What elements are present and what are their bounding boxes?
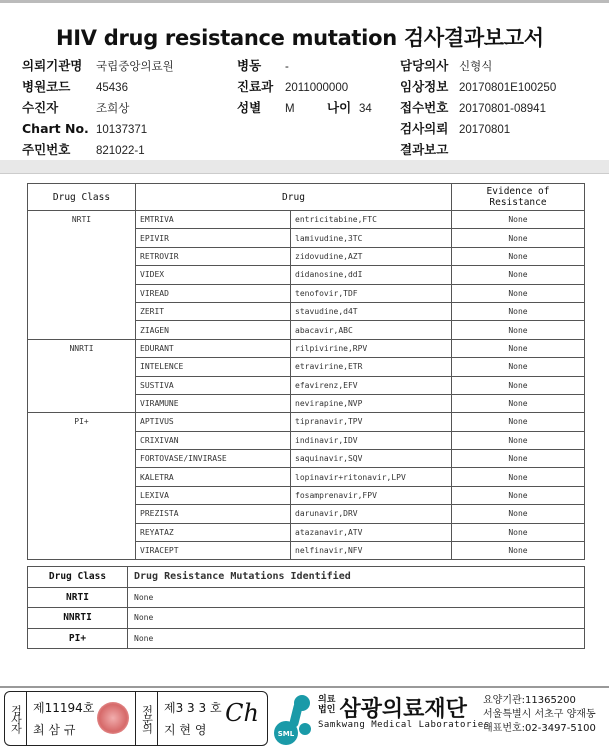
brand-name: KALETRA bbox=[136, 468, 291, 486]
mutations-table bbox=[27, 566, 585, 649]
brand-name: ZERIT bbox=[136, 302, 291, 320]
specialist-name: 지 현 영 bbox=[164, 723, 207, 737]
brand-name: APTIVUS bbox=[136, 413, 291, 431]
label: 검사의뢰 bbox=[400, 121, 449, 136]
table-row bbox=[28, 413, 585, 431]
label: 주민번호 bbox=[22, 142, 71, 157]
evidence: None bbox=[452, 450, 585, 468]
evidence: None bbox=[452, 468, 585, 486]
generic-name: indinavir,IDV bbox=[291, 431, 452, 449]
evidence: None bbox=[452, 523, 585, 541]
value: 10137371 bbox=[96, 124, 148, 136]
specialist-label: 전문의 bbox=[136, 692, 158, 745]
label: 담당의사 bbox=[400, 58, 449, 73]
info-col-2 bbox=[237, 56, 372, 119]
signature-icon: Ch bbox=[225, 699, 259, 727]
brand-name: VIREAD bbox=[136, 284, 291, 302]
mutations: None bbox=[128, 608, 585, 629]
evidence: None bbox=[452, 394, 585, 412]
generic-name: nevirapine,NVP bbox=[291, 394, 452, 412]
value: 45436 bbox=[96, 82, 128, 94]
evidence: None bbox=[452, 339, 585, 357]
brand-name: VIDEX bbox=[136, 266, 291, 284]
value: 조희상 bbox=[96, 103, 130, 115]
value: 20170801 bbox=[459, 124, 511, 136]
drug-class: PI+ bbox=[28, 628, 128, 649]
evidence: None bbox=[452, 413, 585, 431]
header-drug: Drug bbox=[136, 184, 452, 211]
value: 국립중앙의료원 bbox=[96, 61, 174, 73]
generic-name: etravirine,ETR bbox=[291, 358, 452, 376]
table-row bbox=[28, 628, 585, 649]
phone: 대표번호:02-3497-5100 bbox=[483, 723, 596, 734]
brand-name: EDURANT bbox=[136, 339, 291, 357]
brand-name: INTELENCE bbox=[136, 358, 291, 376]
label: 병원코드 bbox=[22, 79, 71, 94]
evidence: None bbox=[452, 284, 585, 302]
generic-name: lamivudine,3TC bbox=[291, 229, 452, 247]
value: M bbox=[285, 103, 295, 115]
evidence: None bbox=[452, 376, 585, 394]
signature-box bbox=[4, 691, 268, 746]
generic-name: abacavir,ABC bbox=[291, 321, 452, 339]
value: 821022-1 bbox=[96, 145, 145, 157]
specialist-license: 제3 3 3 호 bbox=[164, 701, 222, 715]
org-name: 삼광의료재단 bbox=[339, 697, 467, 722]
brand-name: FORTOVASE/INVIRASE bbox=[136, 450, 291, 468]
header-drug-class: Drug Class bbox=[28, 567, 128, 588]
examiner-cell bbox=[27, 692, 136, 745]
evidence: None bbox=[452, 358, 585, 376]
brand-name: EPIVIR bbox=[136, 229, 291, 247]
law-label bbox=[318, 695, 335, 715]
evidence: None bbox=[452, 505, 585, 523]
table-row bbox=[28, 339, 585, 357]
label: 나이 bbox=[327, 100, 352, 115]
law-label-2: 법인 bbox=[318, 705, 336, 715]
generic-name: saquinavir,SQV bbox=[291, 450, 452, 468]
footer-divider bbox=[0, 686, 609, 688]
law-label-1: 의료 bbox=[318, 695, 336, 705]
examiner-label: 검사자 bbox=[5, 692, 27, 745]
brand-name: CRIXIVAN bbox=[136, 431, 291, 449]
org-name-en: Samkwang Medical Laboratories bbox=[318, 720, 490, 730]
generic-name: nelfinavir,NFV bbox=[291, 542, 452, 560]
table-row bbox=[28, 211, 585, 229]
address: 서울특별시 서초구 양재동 bbox=[483, 709, 596, 720]
generic-name: stavudine,d4T bbox=[291, 302, 452, 320]
drug-resistance-table bbox=[27, 183, 585, 560]
brand-name: PREZISTA bbox=[136, 505, 291, 523]
brand-name: SUSTIVA bbox=[136, 376, 291, 394]
label: 성별 bbox=[237, 100, 262, 115]
top-border bbox=[0, 0, 609, 3]
table-row bbox=[28, 608, 585, 629]
drug-class: PI+ bbox=[28, 413, 136, 560]
generic-name: didanosine,ddI bbox=[291, 266, 452, 284]
value: 34 bbox=[359, 103, 372, 115]
value: 신형식 bbox=[459, 61, 493, 73]
info-col-3 bbox=[400, 56, 556, 161]
brand-name: REYATAZ bbox=[136, 523, 291, 541]
generic-name: zidovudine,AZT bbox=[291, 247, 452, 265]
brand-name: VIRACEPT bbox=[136, 542, 291, 560]
value: 20170801-08941 bbox=[459, 103, 546, 115]
drug-class: NRTI bbox=[28, 587, 128, 608]
drug-class: NNRTI bbox=[28, 608, 128, 629]
org-brand bbox=[318, 692, 490, 730]
evidence: None bbox=[452, 486, 585, 504]
evidence: None bbox=[452, 542, 585, 560]
label: 의뢰기관명 bbox=[22, 58, 83, 73]
evidence: None bbox=[452, 229, 585, 247]
label: 접수번호 bbox=[400, 100, 449, 115]
generic-name: fosamprenavir,FPV bbox=[291, 486, 452, 504]
info-col-1 bbox=[22, 56, 174, 161]
evidence: None bbox=[452, 321, 585, 339]
label: Chart No. bbox=[22, 121, 89, 136]
evidence: None bbox=[452, 266, 585, 284]
logo-text: SML bbox=[277, 730, 295, 738]
specialist-cell bbox=[158, 692, 267, 745]
evidence: None bbox=[452, 211, 585, 229]
facility-code: 요양기관:11365200 bbox=[483, 695, 576, 706]
examiner-name: 최 삼 규 bbox=[33, 723, 76, 737]
generic-name: rilpivirine,RPV bbox=[291, 339, 452, 357]
generic-name: tenofovir,TDF bbox=[291, 284, 452, 302]
brand-name: EMTRIVA bbox=[136, 211, 291, 229]
value: - bbox=[285, 61, 289, 73]
generic-name: lopinavir+ritonavir,LPV bbox=[291, 468, 452, 486]
section-divider bbox=[0, 160, 609, 174]
brand-name: LEXIVA bbox=[136, 486, 291, 504]
table-row bbox=[28, 587, 585, 608]
brand-name: ZIAGEN bbox=[136, 321, 291, 339]
evidence: None bbox=[452, 302, 585, 320]
label: 병동 bbox=[237, 58, 262, 73]
report-title: HIV drug resistance mutation 검사결과보고서 bbox=[56, 26, 544, 50]
mutations: None bbox=[128, 628, 585, 649]
generic-name: entricitabine,FTC bbox=[291, 211, 452, 229]
generic-name: atazanavir,ATV bbox=[291, 523, 452, 541]
header-mutations: Drug Resistance Mutations Identified bbox=[128, 567, 585, 588]
examiner-license: 제11194호 bbox=[33, 701, 95, 715]
header-drug-class: Drug Class bbox=[28, 184, 136, 211]
label: 수진자 bbox=[22, 100, 59, 115]
generic-name: efavirenz,EFV bbox=[291, 376, 452, 394]
label: 임상정보 bbox=[400, 79, 449, 94]
mutations: None bbox=[128, 587, 585, 608]
brand-name: VIRAMUNE bbox=[136, 394, 291, 412]
label: 진료과 bbox=[237, 79, 274, 94]
drug-class: NNRTI bbox=[28, 339, 136, 413]
sml-logo-icon bbox=[272, 693, 318, 745]
generic-name: tipranavir,TPV bbox=[291, 413, 452, 431]
header-evidence: Evidence of Resistance bbox=[452, 184, 585, 211]
generic-name: darunavir,DRV bbox=[291, 505, 452, 523]
contact-info bbox=[483, 694, 596, 736]
value: 20170801E100250 bbox=[459, 82, 557, 94]
evidence: None bbox=[452, 431, 585, 449]
drug-class: NRTI bbox=[28, 211, 136, 340]
seal-stamp-icon bbox=[97, 702, 129, 734]
evidence: None bbox=[452, 247, 585, 265]
value: 2011000000 bbox=[285, 82, 349, 94]
label: 결과보고 bbox=[400, 142, 449, 157]
brand-name: RETROVIR bbox=[136, 247, 291, 265]
